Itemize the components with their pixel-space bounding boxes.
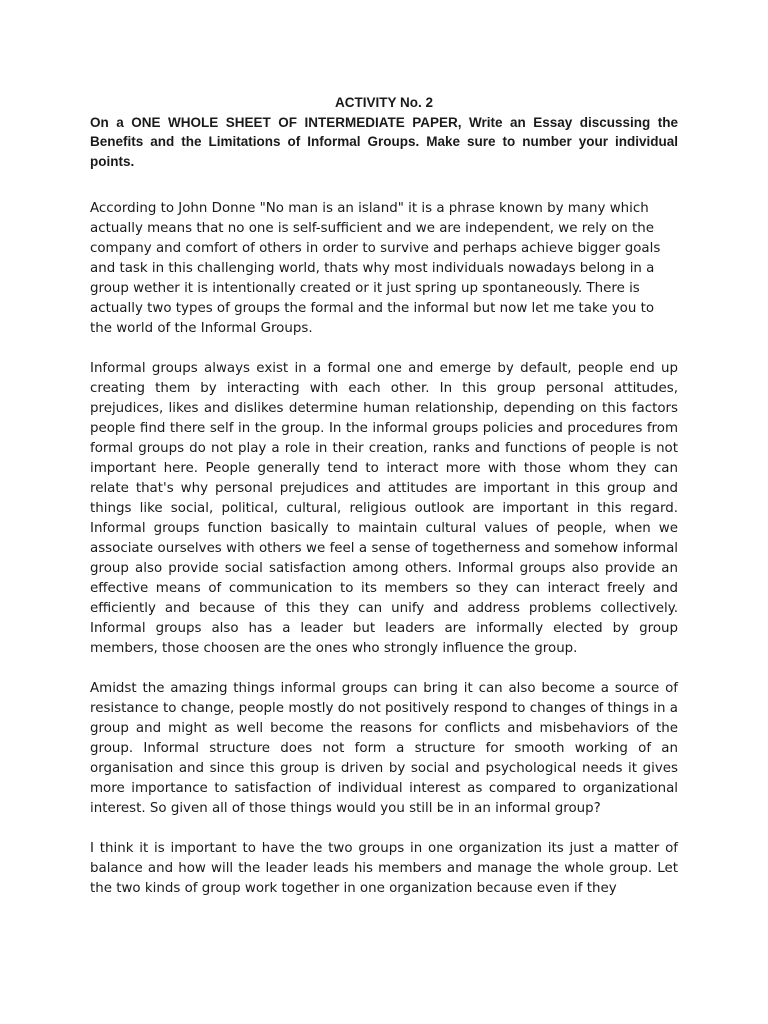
activity-title: ACTIVITY No. 2: [334, 95, 433, 110]
essay-paragraph-4: I think it is important to have the two groups in one organization its just a matter of balance and how will the leader leads his members and manage the whole group. Let the two kinds of group work together in one organization because even if they: [90, 841, 678, 896]
essay-paragraph-1: According to John Donne "No man is an island" it is a phrase known by many which actually means that no one is self-sufficient and we are independent, we rely on the company and comfort of others in order to survive and perhaps achieve bigger goals and task in this challenging world, thats why most individuals nowadays belong in a group wether it is intentionally created or it just spring up spontaneously. There is actually two types of groups the formal and the informal but now let me take you to the world of the Informal Groups.: [90, 201, 661, 336]
essay-body: [90, 199, 678, 899]
activity-instructions: On a ONE WHOLE SHEET OF INTERMEDIATE PAPER, Write an Essay discussing the Benefits and the Limitations of Informal Groups. Make sure to number your individual points.: [90, 114, 678, 169]
essay-paragraph-2: Informal groups always exist in a formal one and emerge by default, people end up creating them by interacting with each other. In this group personal attitudes, prejudices, likes and dislikes determine human relationship, depending on this factors people find there self in the group. In the informal groups policies and procedures from formal groups do not play a role in their creation, ranks and functions of people is not important here. People generally tend to interact more with those whom they can relate that's why personal prejudices and attitudes are important in this group and things like social, political, cultural, religious outlook are important in this regard. Informal groups function basically to maintain cultural values of people, when we associate ourselves with others we feel a sense of togetherness and somehow informal group also provide social satisfaction among others. Informal groups also provide an effective means of communication to its members so they can interact freely and efficiently and because of this they can unify and address problems collectively. Informal groups also has a leader but leaders are informally elected by group members, those choosen are the ones who strongly influence the group.: [90, 361, 678, 656]
document-content: [90, 93, 678, 919]
document-header: [90, 93, 678, 171]
essay-paragraph-3: Amidst the amazing things informal groups can bring it can also become a source of resistance to change, people mostly do not positively respond to changes of things in a group and might as well become the reasons for conflicts and misbehaviors of the group. Informal structure does not form a structure for smooth working of an organisation and since this group is driven by social and psychological needs it gives more importance to satisfaction of individual interest as compared to organizational interest. So given all of those things would you still be in an informal group?: [90, 681, 678, 816]
